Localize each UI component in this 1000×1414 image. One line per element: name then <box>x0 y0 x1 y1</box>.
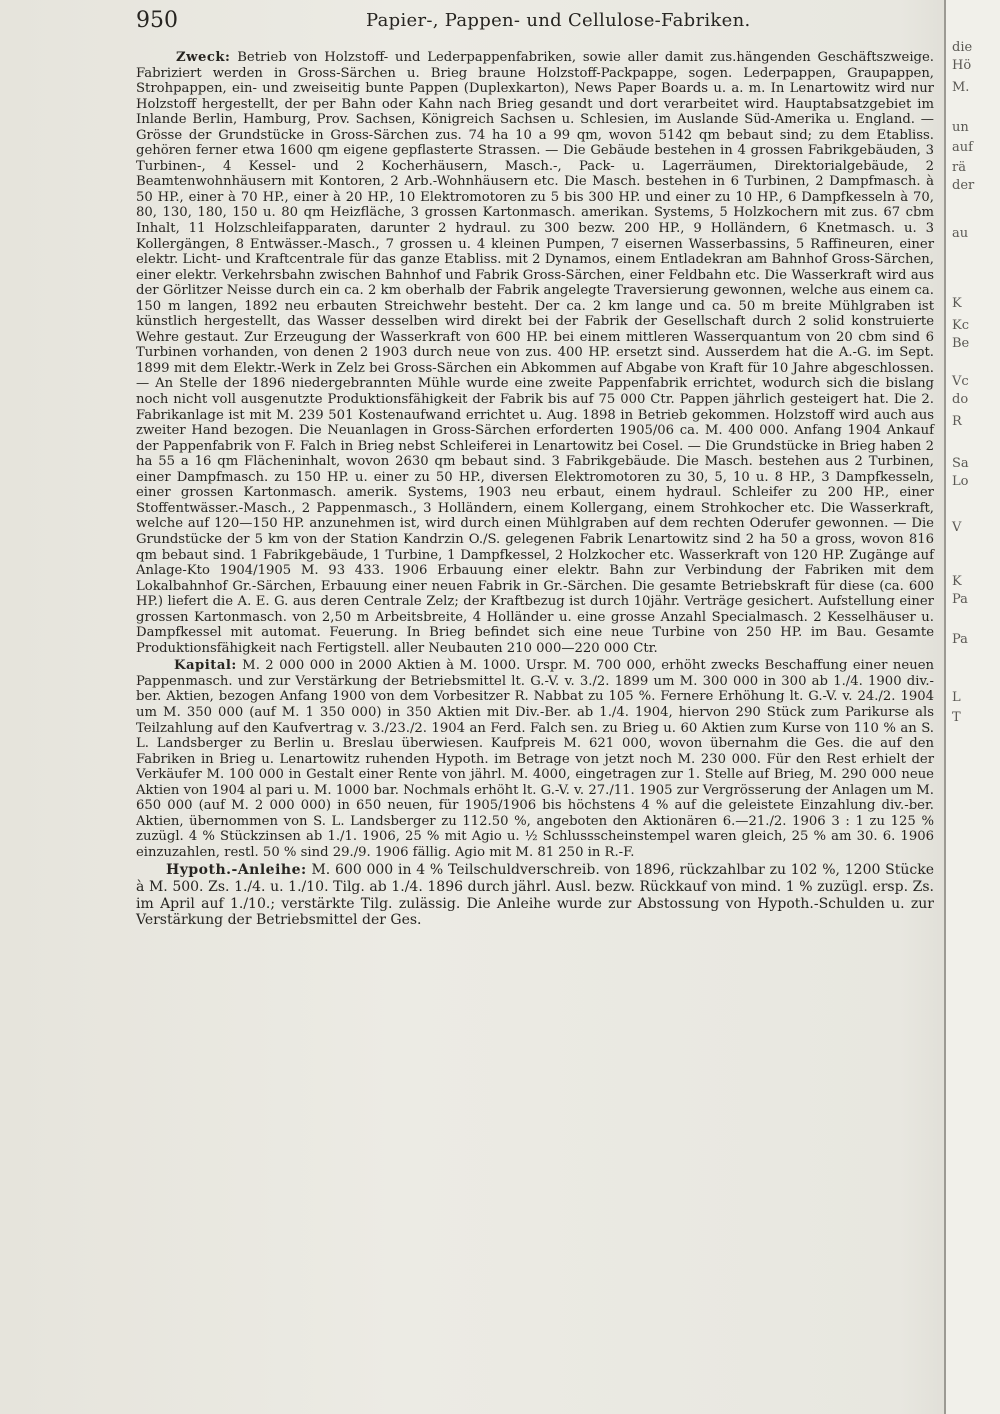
section-zweck <box>136 50 934 656</box>
margin-fragment: K <box>952 296 962 311</box>
section-kapital <box>136 658 934 860</box>
section-kapital-text: M. 2 000 000 in 2000 Aktien à M. 1000. Urspr. M. 700 000, erhöht zwecks Beschaffung einer neuen Pappenmasch. und zur Verstärkung der Betriebsmittel lt. G.-V. v. 3./2. 1899 um M. 300 000 in 300 ab 1./4. 1900 div.-ber. Aktien, bezogen Anfang 1900 von dem Vorbesitzer R. Nabbat zu 105 %. Fernere Erhöhung lt. G.-V. v. 24./2. 1904 um M. 350 000 (auf M. 1 350 000) in 350 Aktien mit Div.-Ber. ab 1./4. 1904, hiervon 290 Stück zum Parikurse als Teilzahlung auf den Kaufvertrag v. 3./23./2. 1904 an Ferd. Falch sen. zu Brieg u. 60 Aktien zum Kurse von 110 % an S. L. Landsberger zu Berlin u. Breslau überwiesen. Kaufpreis M. 621 000, wovon übernahm die Ges. die auf den Fabriken in Brieg u. Lenartowitz ruhenden Hypoth. im Betrage von jetzt noch M. 230 000. Für den Rest erhielt der Verkäufer M. 100 000 in Gestalt einer Rente von jährl. M. 4000, eingetragen zur 1. Stelle auf Brieg, M. 290 000 neue Aktien von 1904 al pari u. M. 1000 bar. Nochmals erhöht lt. G.-V. v. 27./11. 1905 zur Vergrösserung der Anlagen um M. 650 000 (auf M. 2 000 000) in 650 neuen, für 1905/1906 bis höchstens 4 % auf die geleistete Einzahlung div.-ber. Aktien, übernommen von S. L. Landsberger zu 112.50 %, angeboten den Aktionären 6.—21./2. 1906 3 : 1 zu 125 % zuzügl. 4 % Stückzinsen ab 1./1. 1906, 25 % mit Agio u. ½ Schlussscheinstempel waren gleich, 25 % am 30. 6. 1906 einzuzahlen, restl. 50 % sind 29./9. 1906 fällig. Agio mit M. 81 250 in R.-F. <box>136 658 934 860</box>
margin-fragment: der <box>952 178 975 193</box>
margin-fragment: Sa <box>952 456 969 471</box>
adjacent-page-edge <box>944 0 1000 1414</box>
section-kapital-label: Kapital: <box>174 658 237 674</box>
margin-fragment: V <box>952 520 962 535</box>
margin-fragment: Be <box>952 336 970 351</box>
margin-fragment: un <box>952 120 969 135</box>
margin-fragment: R <box>952 414 962 429</box>
section-zweck-text: Betrieb von Holzstoff- und Lederpappenfabriken, sowie aller damit zus.hängenden Geschäftszweige. Fabriziert werden in Gross-Särchen u. Brieg braune Holzstoff-Packpappe, sogen. Lederpappen, Graupappen, Strohpappen, ein- und zweiseitig bunte Pappen (Duplexkarton), News Paper Boards u. a. m. In Lenartowitz wird nur Holzstoff hergestellt, der per Bahn oder Kahn nach Brieg gesandt und dort verarbeitet wird. Hauptabsatzgebiet im Inlande Berlin, Hamburg, Prov. Sachsen, Königreich Sachsen u. Schlesien, im Auslande Süd-Amerika u. England. — Grösse der Grundstücke in Gross-Särchen zus. 74 ha 10 a 99 qm, wovon 5142 qm bebaut sind; zu dem Etabliss. gehören ferner etwa 1600 qm eigene gepflasterte Strassen. — Die Gebäude bestehen in 4 grossen Fabrikgebäuden, 3 Turbinen-, 4 Kessel- und 2 Kocherhäusern, Masch.-, Pack- u. Lagerräumen, Direktorialgebäude, 2 Beamtenwohnhäusern mit Kontoren, 2 Arb.-Wohnhäusern etc. Die Masch. bestehen in 6 Turbinen, 2 Dampfmasch. à 50 HP., einer à 70 HP., einer à 20 HP., 10 Elektromotoren zu 5 bis 300 HP. und einer zu 10 HP., 6 Dampfkesseln à 70, 80, 130, 180, 150 u. 80 qm Heizfläche, 3 grossen Kartonmasch. amerikan. Systems, 5 Holzkochern mit zus. 67 cbm Inhalt, 11 Holzschleifapparaten, darunter 2 hydraul. zu 300 bezw. 200 HP., 9 Holländern, 6 Knetmasch. u. 3 Kollergängen, 8 Entwässer.-Masch., 7 grossen u. 4 kleinen Pumpen, 7 eisernen Wasserbassins, 5 Raffineuren, einer elektr. Licht- und Kraftcentrale für das ganze Etabliss. mit 2 Dynamos, einem Entladekran am Bahnhof Gross-Särchen, einer elektr. Verkehrsbahn zwischen Bahnhof und Fabrik Gross-Särchen, einer Feldbahn etc. Die Wasserkraft wird aus der Görlitzer Neisse durch ein ca. 2 km oberhalb der Fabrik angelegte Traversierung gewonnen, welche aus einem ca. 150 m langen, 1892 neu erbauten Streichwehr besteht. Der ca. 2 km lange und ca. 50 m breite Mühlgraben ist künstlich hergestellt, das Wasser desselben wird direkt bei der Fabrik der Gesellschaft durch 2 solid konstruierte Wehre gestaut. Zur Erzeugung der Wasserkraft von 600 HP. bei einem mittleren Wasserquantum von 20 cbm sind 6 Turbinen vorhanden, von denen 2 1903 durch neue von zus. 400 HP. ersetzt sind. Ausserdem hat die A.-G. im Sept. 1899 mit dem Elektr.-Werk in Zelz bei Gross-Särchen ein Abkommen auf Abgabe von Kraft für 10 Jahre abgeschlossen. — An Stelle der 1896 niedergebrannten Mühle wurde eine zweite Pappenfabrik errichtet, wodurch sich die bislang noch nicht voll ausgenutzte Produktionsfähigkeit der Fabrik bis auf 75 000 Ctr. Pappen jährlich gesteigert hat. Die 2. Fabrikanlage ist mit M. 239 501 Kostenaufwand errichtet u. Aug. 1898 in Betrieb gekommen. Holzstoff wird auch aus zweiter Hand bezogen. Die Neuanlagen in Gross-Särchen erforderten 1905/06 ca. M. 400 000. Anfang 1904 Ankauf der Pappenfabrik von F. Falch in Brieg nebst Schleiferei in Lenartowitz bei Cosel. — Die Grundstücke in Brieg haben 2 ha 55 a 16 qm Flächeninhalt, wovon 2630 qm bebaut sind. 3 Fabrikgebäude. Die Masch. bestehen aus 2 Turbinen, einer Dampfmasch. zu 150 HP. u. einer zu 50 HP., diversen Elektromotoren zu 30, 5, 10 u. 8 HP., 3 Dampfkesseln, einer grossen Kartonmasch. amerik. Systems, 1903 neu erbaut, einem hydraul. Schleifer zu 200 HP., einer Stoffentwässer.-Masch., 2 Pappenmasch., 3 Holländern, einem Kollergang, einem Strohkocher etc. Die Wasserkraft, welche auf 120—150 HP. anzunehmen ist, wird durch einen Mühlgraben auf dem rechten Oderufer gewonnen. — Die Grundstücke der 5 km von der Station Kandrzin O./S. gelegenen Fabrik Lenartowitz sind 2 ha 50 a gross, wovon 816 qm bebaut sind. 1 Fabrikgebäude, 1 Turbine, 1 Dampfkessel, 2 Holzkocher etc. Wasserkraft von 120 HP. Zugänge auf Anlage-Kto 1904/1905 M. 93 433. 1906 Erbauung einer elektr. Bahn zur Verbindung der Fabriken mit dem Lokalbahnhof Gr.-Särchen, Erbauung einer neuen Fabrik in Gr.-Särchen. Die gesamte Betriebskraft für diese (ca. 600 HP.) liefert die A. E. G. aus deren Centrale Zelz; der Kraftbezug ist durch 10jähr. Verträge gesichert. Aufstellung einer grossen Kartonmasch. von 2,50 m Arbeitsbreite, 4 Holländer u. eine grosse Anzahl Specialmasch. 2 Kesselhäuser u. Dampfkessel mit automat. Feuerung. In Brieg befindet sich eine neue Turbine von 250 HP. im Bau. Gesamte Produktionsfähigkeit nach Fertigstell. aller Neubauten 210 000—220 000 Ctr. <box>136 50 934 656</box>
margin-fragment: auf <box>952 140 973 155</box>
section-hypoth-anleihe <box>136 862 934 928</box>
page-body <box>136 50 934 931</box>
section-hypoth-anleihe-label: Hypoth.-Anleihe: <box>166 862 307 879</box>
margin-fragment: M. <box>952 80 970 95</box>
margin-fragment: Kc <box>952 318 969 333</box>
margin-fragment: L <box>952 690 961 705</box>
margin-fragment: do <box>952 392 969 407</box>
margin-fragment: K <box>952 574 962 589</box>
margin-fragment: rä <box>952 160 966 175</box>
section-zweck-label: Zweck: <box>176 50 231 65</box>
margin-fragment: Pa <box>952 632 968 647</box>
margin-fragment: Lo <box>952 474 969 489</box>
page-header <box>136 8 936 36</box>
margin-fragment: T <box>952 710 961 725</box>
margin-fragment: Hö <box>952 58 972 73</box>
margin-fragment: die <box>952 40 973 55</box>
margin-fragment: Pa <box>952 592 968 607</box>
section-hypoth-anleihe-text: M. 600 000 in 4 % Teilschuldverschreib. von 1896, rückzahlbar zu 102 %, 1200 Stücke à M. 500. Zs. 1./4. u. 1./10. Tilg. ab 1./4. 1896 durch jährl. Ausl. bezw. Rückkauf von mind. 1 % zuzügl. ersp. Zs. im April auf 1./10.; verstärkte Tilg. zulässig. Die Anleihe wurde zur Abstossung von Hypoth.-Schulden u. zur Verstärkung der Betriebsmittel der Ges. <box>136 862 934 929</box>
margin-fragment: Vc <box>952 374 969 389</box>
page-number: 950 <box>136 8 178 33</box>
margin-fragment: au <box>952 226 969 241</box>
running-title: Papier-, Pappen- und Cellulose-Fabriken. <box>366 10 751 31</box>
